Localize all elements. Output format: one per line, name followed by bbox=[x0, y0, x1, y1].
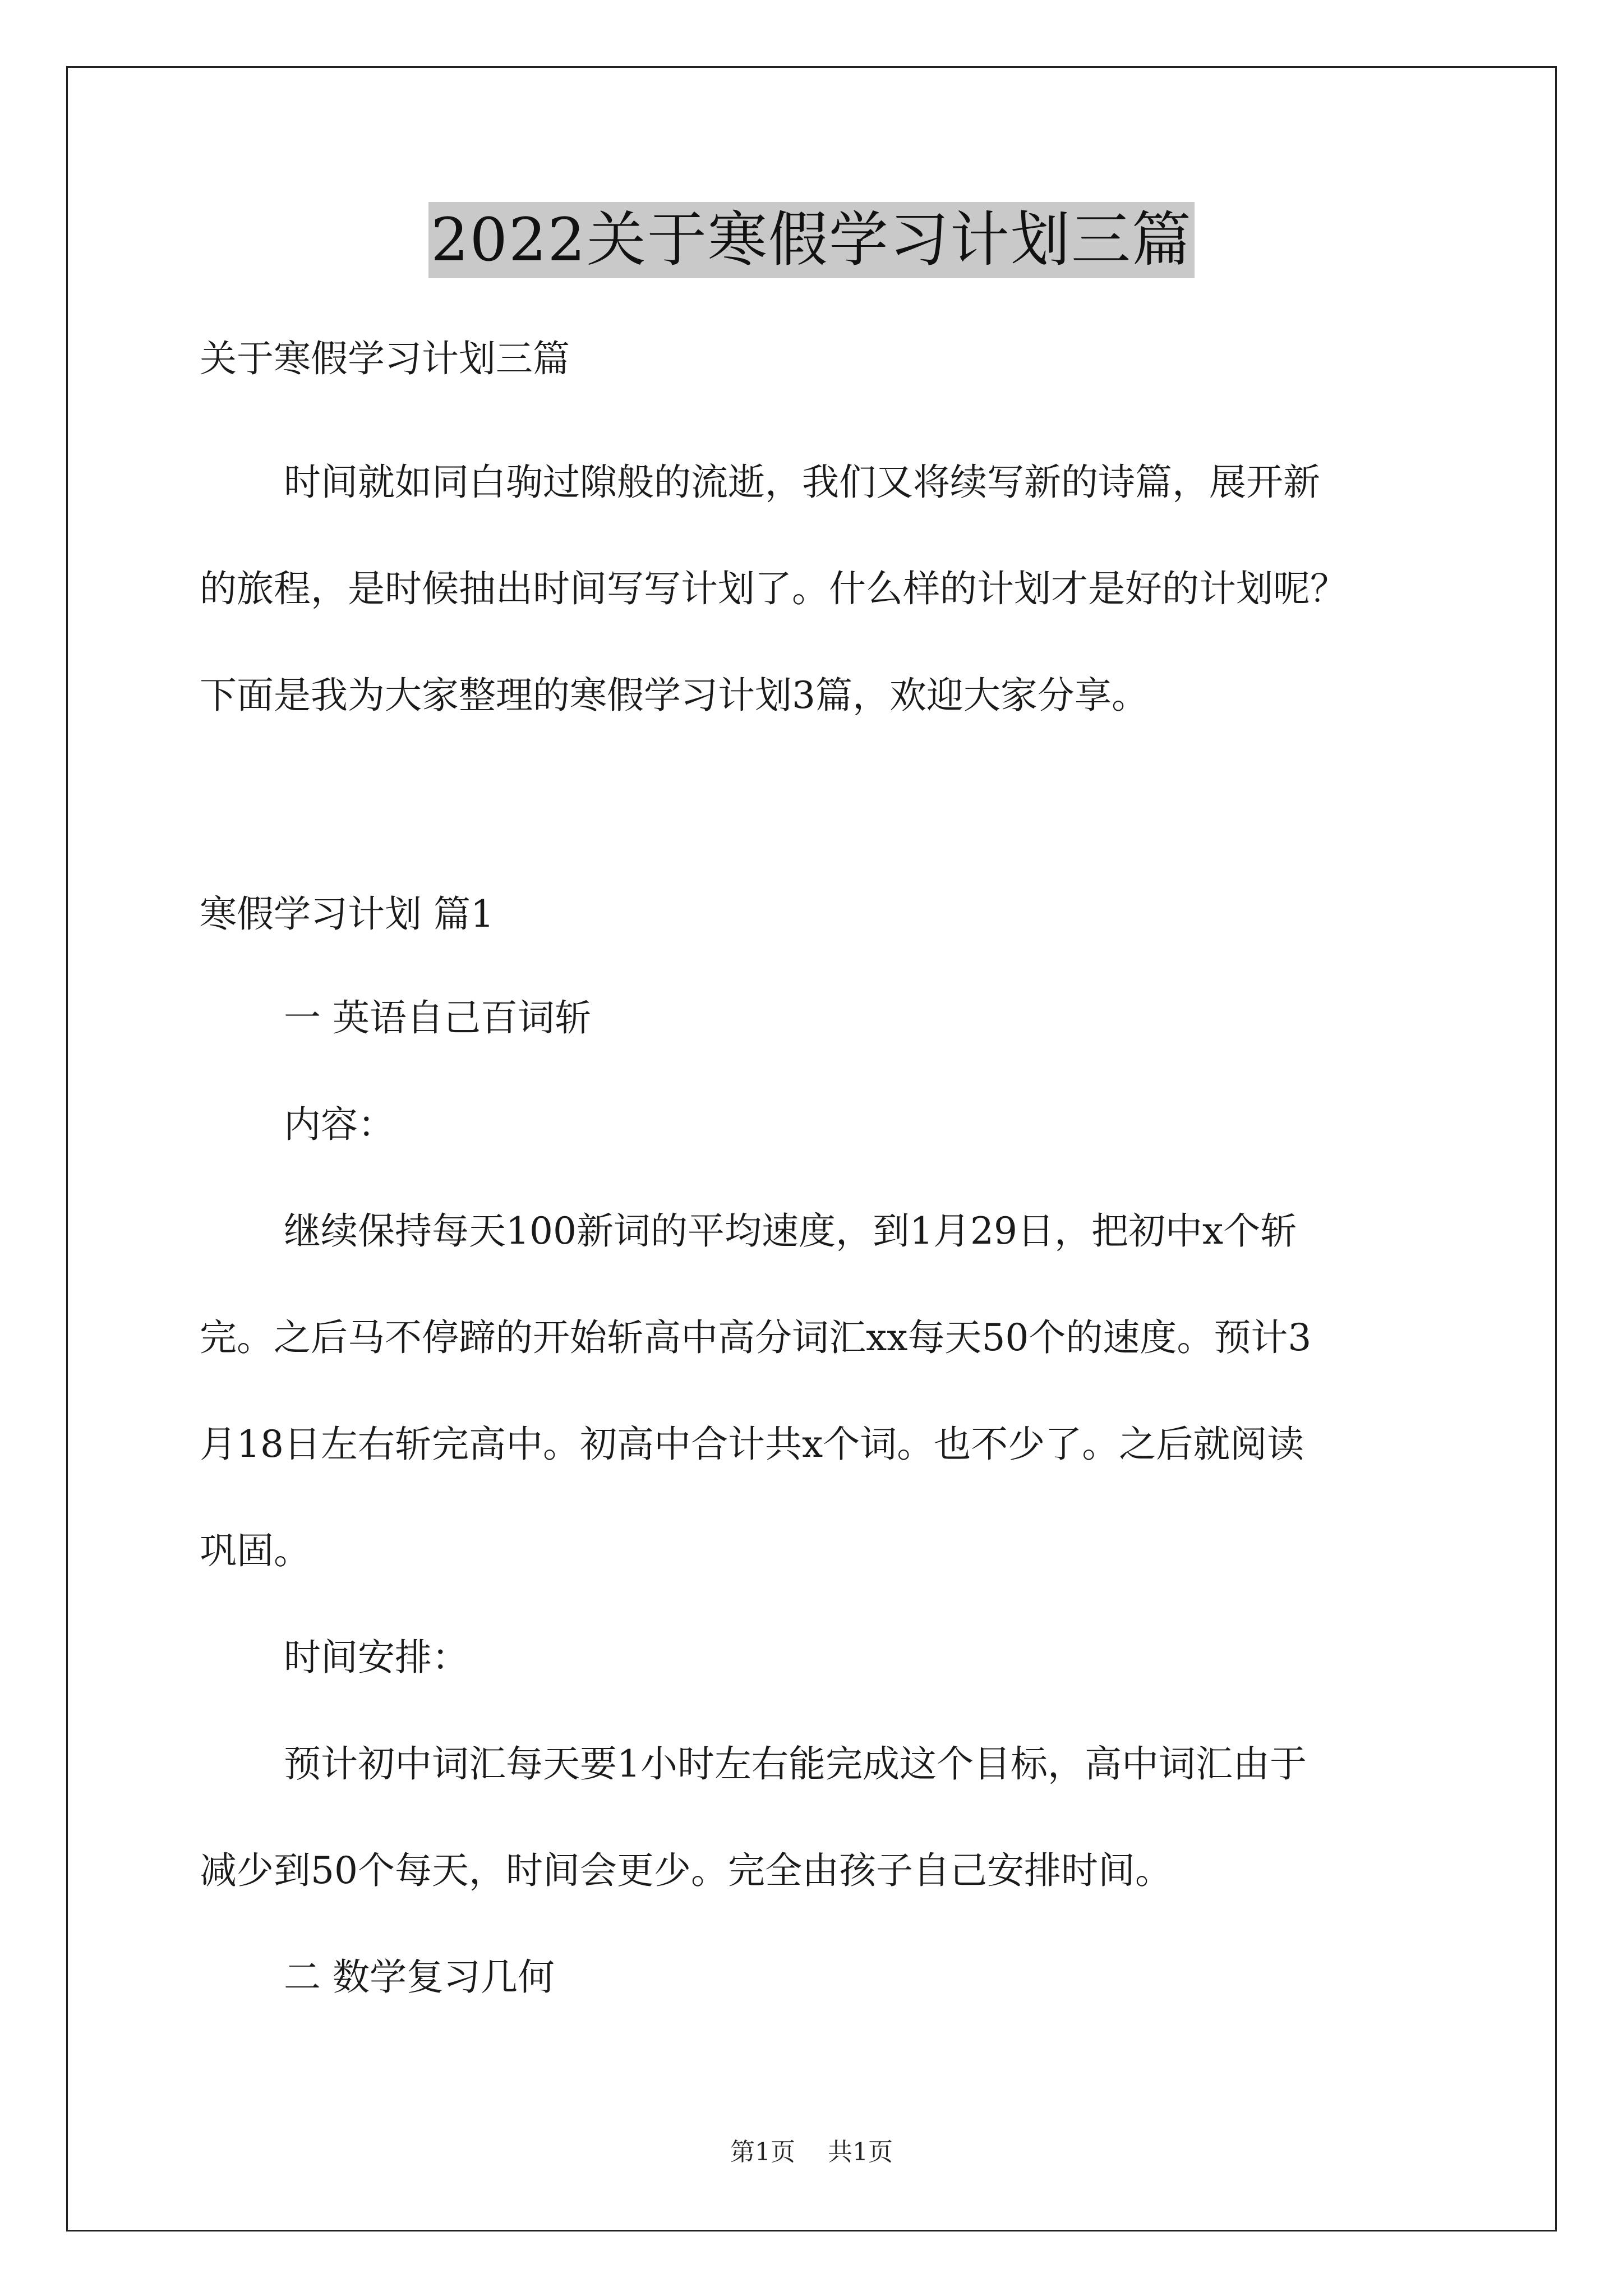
content-paragraph-line-3: 月18日左右斩完高中。初高中合计共x个词。也不少了。之后就阅读 bbox=[200, 1423, 1304, 1466]
subsection-heading-english: 一 英语自己百词斩 bbox=[284, 996, 592, 1039]
content-paragraph-line-2: 完。之后马不停蹄的开始斩高中高分词汇xx每天50个的速度。预计3 bbox=[200, 1316, 1312, 1359]
document-title: 2022关于寒假学习计划三篇 bbox=[428, 202, 1195, 278]
page-footer bbox=[0, 2132, 1623, 2168]
content-label: 内容： bbox=[284, 1103, 395, 1146]
schedule-paragraph-line-1: 预计初中词汇每天要1小时左右能完成这个目标，高中词汇由于 bbox=[284, 1742, 1307, 1786]
page-number-current: 第1页 bbox=[730, 2138, 795, 2166]
schedule-label: 时间安排： bbox=[284, 1636, 469, 1679]
content-paragraph-line-4: 巩固。 bbox=[200, 1529, 311, 1572]
subsection-heading-math: 二 数学复习几何 bbox=[284, 1955, 555, 1999]
content-paragraph-line-1: 继续保持每天100新词的平均速度，到1月29日，把初中x个斩 bbox=[284, 1209, 1298, 1253]
intro-paragraph-line-3: 下面是我为大家整理的寒假学习计划3篇，欢迎大家分享。 bbox=[200, 674, 1149, 717]
intro-paragraph-line-2: 的旅程，是时候抽出时间写写计划了。什么样的计划才是好的计划呢？ bbox=[200, 567, 1347, 610]
section-heading-1: 寒假学习计划 篇1 bbox=[200, 892, 494, 936]
page-number-total: 共1页 bbox=[828, 2138, 893, 2166]
subtitle-line: 关于寒假学习计划三篇 bbox=[200, 337, 570, 380]
title-container bbox=[0, 202, 1623, 278]
intro-paragraph-line-1: 时间就如同白驹过隙般的流逝，我们又将续写新的诗篇，展开新 bbox=[284, 461, 1320, 504]
schedule-paragraph-line-2: 减少到50个每天，时间会更少。完全由孩子自己安排时间。 bbox=[200, 1849, 1172, 1892]
